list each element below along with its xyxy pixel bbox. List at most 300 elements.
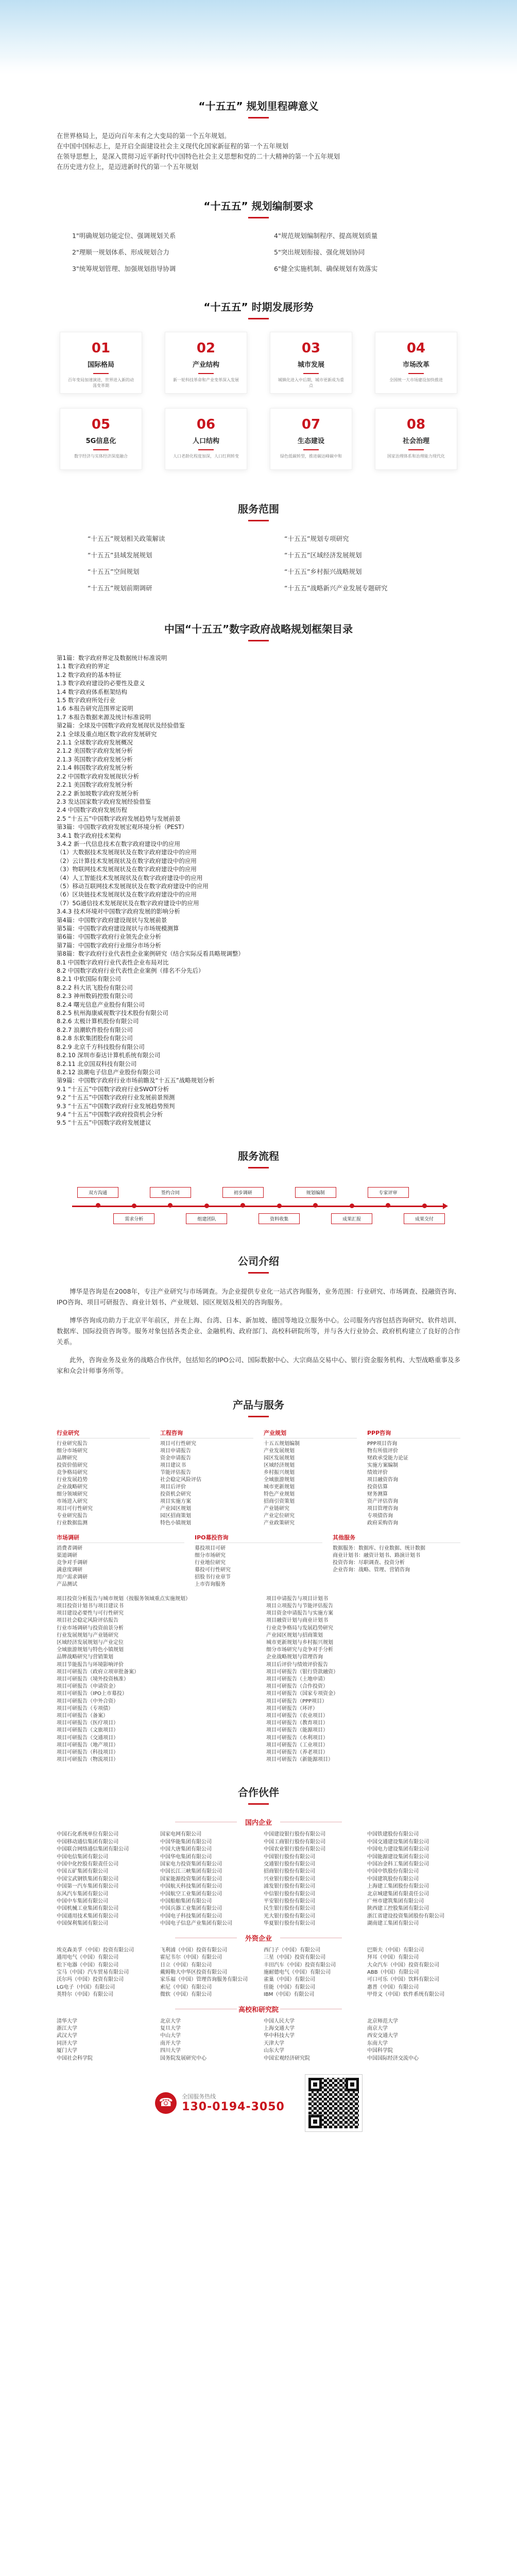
services-title: 服务范围 [238,503,279,515]
product-sub-item[interactable]: 商业计划书：融资计划书、路演计划书 [333,1552,420,1558]
product-list-item[interactable]: 行业市场调研与投资前景分析 [57,1625,124,1631]
partner-item: 中国宏观经济研究院 [264,2055,310,2061]
toc-line: 9.2 “十五五”中国数字政府行业发展前景预测 [57,1094,175,1101]
toc-line: 3.4.3 技术环境对中国数字政府发展的影响分析 [57,908,180,916]
company-paragraph: 博华是咨询是在2008年，专注产业研究与市场调查。为企业提供专业化一站式咨询服务，业务范围：行业研究、市场调查、投融资咨询、IPO咨询、项目可研报告、商业计划书、产业规划、园区规划及相关的咨询服务。 [57,1287,460,1306]
product-item[interactable]: 园区招商策划 [160,1513,191,1519]
significance-line: 在历史进方位上，是迈进新时代的第一个五年规划 [57,163,199,171]
product-item[interactable]: 行业研究报告 [57,1440,88,1447]
product-list-item[interactable]: 项目可研报告（地产项目） [57,1742,118,1748]
product-sub-column [57,1534,184,1588]
product-list-item[interactable]: 项目建设必要性与可行性研究 [57,1611,124,1617]
top-banner [0,0,517,77]
partner-item: 浦发银行股份有限公司 [264,1884,315,1890]
partner-group-head: 高校和研究院 [57,2004,460,2014]
card-number: 08 [406,417,426,432]
toc-line: （4）人工智能技术发展现状及在数字政府建设中的应用 [57,874,203,882]
partner-item: 华夏银行股份有限公司 [264,1921,315,1927]
flow-dot [386,1203,390,1208]
products-title: 产品与服务 [233,1398,284,1411]
product-list-item[interactable]: 项目融资计划与商业计划书 [266,1618,328,1624]
toc-line: 9.4 “十五五”中国数字政府投资机会分析 [57,1110,163,1118]
product-list-item[interactable]: 项目可研报告（专项债） [57,1705,113,1711]
toc-line: 8.2.10 深圳市泰达计算机系统有限公司 [57,1052,161,1059]
product-item[interactable]: 企业战略研究 [57,1484,88,1490]
partner-item: 中国工商银行股份有限公司 [264,1839,325,1845]
toc-section [0,621,517,1127]
toc-line: 9.5 “十五五”中国数字政府发展建议 [57,1119,151,1127]
product-item[interactable]: 专业研究报告 [57,1513,88,1519]
product-item[interactable]: 项目融资咨询 [367,1477,398,1483]
product-list-item[interactable]: 区域经济发展规划与产业定位 [57,1639,124,1646]
partner-item: 中国电信集团有限公司 [57,1854,108,1860]
card-desc: 新一轮科技革命和产业变革深入发展 [173,378,239,382]
toc-line: 8.2.9 北京千方科技股份有限公司 [57,1043,145,1050]
product-item[interactable]: 节能评估报告 [160,1469,191,1476]
partner-item: 光大银行股份有限公司 [264,1913,315,1919]
product-list-item[interactable]: 行业发展规划与产业链研究 [57,1632,118,1638]
product-list-item[interactable]: 项目可研报告（文旅项目） [57,1727,118,1734]
product-list-item[interactable]: 项目可研报告（申请资金） [57,1684,118,1690]
product-column-head: 行业研究 [57,1430,150,1438]
toc-line: 8.2.12 浪潮电子信息产业股份有限公司 [57,1068,161,1076]
partner-item: 宝马（中国）汽车贸易有限公司 [57,1969,129,1975]
title-underline [248,1416,269,1417]
requirements-title: “十五五” 规划编制要求 [203,200,314,212]
toc-line: 2.1.3 英国数字政府发展分析 [57,755,133,763]
product-column [264,1430,357,1527]
services-section [0,501,517,592]
partner-item: 华中科技大学 [264,2033,295,2039]
partner-item: 中国人民大学 [264,2018,295,2024]
product-list-item[interactable]: 项目可研报告（境外投资核准） [57,1676,129,1682]
toc-line: 8.2.5 杭州海康威视数字技术股份有限公司 [57,1009,168,1017]
service-item: “十五五”规划前期调研 [88,584,152,592]
product-list-item[interactable]: 项目可研报告（备案） [57,1713,108,1719]
product-sub-item[interactable]: 上市咨询服务 [195,1581,226,1587]
toc-line: （3）物联网技术发展现状及在数字政府建设中的应用 [57,866,197,873]
partner-item: 北京城建集团有限责任公司 [367,1891,429,1897]
card-desc: 绿色低碳转型，推进碳达峰碳中和 [280,454,342,459]
partner-item: 中国科学院 [367,2048,393,2054]
product-list-item[interactable]: 项目可研报告（IPO上市募投） [57,1691,127,1697]
product-list-item[interactable]: 项目可研报告（政府立项审批备案） [57,1669,139,1675]
product-list-item[interactable]: 项目资金申请报告与实施方案 [266,1611,333,1617]
partner-item: 中国中铁股份有限公司 [367,1869,419,1875]
product-list-item[interactable]: 项目可研报告（医疗项目） [57,1720,118,1726]
product-item[interactable]: 品牌研究 [57,1455,77,1461]
toc-title: 中国“十五五”数字政府战略规划框架目录 [164,623,353,635]
flow-step-label: 组建团队 [186,1213,227,1224]
card-desc: 数字经济与实体经济深度融合 [74,454,128,459]
card-number: 05 [91,417,111,432]
partner-item: 交通银行股份有限公司 [264,1861,315,1868]
product-item[interactable]: 产业园区规划 [160,1505,191,1512]
card-bar [93,449,109,450]
flow-dot [350,1204,354,1208]
flow-dot [96,1203,100,1208]
product-item[interactable]: 政府采购咨询 [367,1520,398,1526]
partner-item: 南京大学 [367,2025,388,2031]
product-item[interactable]: 乡村振兴规划 [264,1469,295,1476]
partner-item: 沃尔玛（中国）投资有限公司 [57,1977,124,1983]
toc-line: 8.2.1 中软国际有限公司 [57,975,121,983]
toc-line: 2.1 全球及重点地区数字政府发展研究 [57,730,157,738]
trend-card [165,408,247,470]
partner-item: 中国航天科技集团有限公司 [160,1884,222,1890]
title-underline [248,1803,269,1805]
product-item[interactable]: 项目建议书 [160,1462,186,1468]
significance-line: 在中国中国标志上，是开启全面建设社会主义现代化国家新征程的第一个五年规划 [57,142,289,150]
partner-item: 浙江大学 [57,2025,77,2031]
product-list-item[interactable]: 品牌战略研究与营销策划 [57,1654,113,1660]
product-item[interactable]: 全域旅游规划 [264,1477,295,1483]
product-item[interactable]: 物有所值评价 [367,1448,398,1454]
partner-item: 同济大学 [57,2040,77,2046]
flow-dot [277,1204,282,1208]
product-item[interactable]: 特色小镇规划 [160,1520,191,1526]
product-item[interactable]: 投资机会研究 [160,1491,191,1497]
product-sub-item[interactable]: 细分市场研究 [195,1552,226,1558]
product-sub-item[interactable]: 消费者调研 [57,1545,82,1551]
product-sub-item[interactable]: 募投项目可研 [195,1545,226,1551]
partner-item: 施耐德电气（中国）有限公司 [264,1969,331,1975]
partner-item: 中国银行股份有限公司 [264,1854,315,1860]
product-item[interactable]: 资产评估咨询 [367,1498,398,1504]
flow-step-label: 初步调研 [222,1187,264,1198]
product-sub-item[interactable]: 数据服务：数据库、行业数据、统计数据 [333,1545,425,1551]
product-sub-head: 市场调研 [57,1534,184,1543]
product-item[interactable]: 投资估算 [367,1484,388,1490]
product-item[interactable]: 项目可行性研究 [160,1440,196,1447]
service-item: “十五五”空间规划 [88,568,140,575]
qr-corner [346,2078,359,2091]
partner-item: 埃克森美孚（中国）投资有限公司 [57,1947,134,1953]
partner-item: 雀巢（中国）有限公司 [264,1977,315,1983]
product-item[interactable]: 产业发展规划 [264,1448,295,1454]
flow-step-label: 规划编制 [295,1187,336,1198]
service-item: “十五五”县域发展规划 [88,551,152,559]
product-sub-item[interactable]: 行业地位研究 [195,1560,226,1566]
title-underline [248,117,269,118]
partner-item: 可口可乐（中国）饮料有限公司 [367,1977,439,1983]
product-item[interactable]: 十五五规划编制 [264,1440,300,1447]
product-list-item[interactable]: 项目社会稳定风险评估报告 [57,1618,118,1624]
product-list-item[interactable]: 项目可研报告（银行贷款融资） [266,1669,338,1675]
product-item[interactable]: 产业定位研究 [264,1513,295,1519]
flow-step-label: 需求分析 [113,1213,154,1224]
product-sub-item[interactable]: 竞争对手调研 [57,1560,88,1566]
hotline-number[interactable]: 130-0194-3050 [182,2100,285,2114]
card-desc: 百年变局加速演进，世界进入新的动荡变革期 [68,378,134,388]
partner-item: 飞利浦（中国）投资有限公司 [160,1947,227,1953]
product-sub-item[interactable]: 募投可行性研究 [195,1567,231,1573]
title-underline [248,217,269,218]
product-item[interactable]: 绩效评价 [367,1469,388,1476]
partner-item: 国家电力投资集团有限公司 [160,1861,222,1868]
product-list-item[interactable]: 项目可研报告（科技项目） [57,1750,118,1756]
partner-item: 中国社会科学院 [57,2055,93,2061]
partner-item: 中国交通建设集团有限公司 [367,1839,429,1845]
partner-item: 北京大学 [160,2018,181,2024]
partner-item: 中国农业银行股份有限公司 [264,1846,325,1853]
card-label: 5G信息化 [85,437,116,445]
toc-line: 1.7 本报告数据来源及统计标准说明 [57,713,151,721]
partner-item: 戴姆勒大中华区投资有限公司 [160,1969,227,1975]
flow-step [222,1187,264,1208]
product-list-item[interactable]: 项目可研报告（PPP项目） [266,1698,328,1704]
partner-item: 中国冶金科工集团有限公司 [367,1861,429,1868]
product-item[interactable]: 财政承受能力论证 [367,1455,408,1461]
partner-item: 中国华电集团有限公司 [160,1854,212,1860]
partner-item: 武汉大学 [57,2033,77,2039]
product-sub-item[interactable]: 渠道调研 [57,1552,77,1558]
product-column [367,1430,460,1527]
partner-item: 天津大学 [264,2040,284,2046]
flow-dot [313,1203,318,1208]
card-number: 07 [301,417,321,432]
product-item[interactable]: 细分领域研究 [57,1491,88,1497]
title-underline [248,1272,269,1274]
company-section [0,1253,517,1376]
flow-step-label: 成果交付 [404,1213,445,1224]
partner-item: 英特尔（中国）有限公司 [57,1992,113,1998]
product-item[interactable]: 投资价值研究 [57,1462,88,1468]
flow-diagram [72,1181,445,1232]
product-column-head: 产业规划 [264,1430,357,1438]
hotline-label: 全国服务热线 [182,2093,216,2100]
card-bar [303,373,319,374]
partner-item: 索尼（中国）有限公司 [160,1984,212,1990]
product-item[interactable]: 区域经济规划 [264,1462,295,1468]
partner-item: IBM（中国）有限公司 [264,1992,315,1998]
partner-item: 东南大学 [367,2040,388,2046]
toc-line: 2.1.2 美国数字政府发展分析 [57,747,133,755]
card-number: 02 [196,341,216,356]
toc-line: 第4篇：中国数字政府建设现状与发展前景 [57,916,167,924]
products-sub-grid [57,1534,460,1588]
service-item: “十五五”规划专项研究 [284,535,349,543]
product-list-item[interactable]: 项目可研报告（水利项目） [266,1735,328,1741]
product-list-item[interactable]: 项目投资计划书与项目建议书 [57,1603,124,1609]
product-item[interactable]: 项目管理咨询 [367,1505,398,1512]
card-desc: 国家治理体系和治理能力现代化 [387,454,445,459]
partner-item: LG电子（中国）有限公司 [57,1984,115,1990]
product-item[interactable]: 项目申请报告 [160,1448,191,1454]
toc-list [57,654,460,1127]
trend-card [60,332,142,394]
product-list-item[interactable]: 项目投资分析报告与城市规划（按服务领域重点实施规划） [57,1596,191,1602]
toc-line: 第1篇：数字政府界定及数据统计标准说明 [57,654,167,662]
partner-item: 拜耳（中国）有限公司 [367,1955,419,1961]
product-item[interactable]: 产业政策研究 [264,1520,295,1526]
product-list-item[interactable]: 项目可研报告（新能源项目） [266,1757,333,1763]
product-list-item[interactable]: 项目可研报告（土地申请） [266,1676,328,1682]
product-item[interactable]: 细分市场研究 [57,1448,88,1454]
toc-line: （1）大数据技术发展现状及在数字政府建设中的应用 [57,849,197,856]
phone-block [155,2092,285,2114]
partner-item: 中国船舶集团有限公司 [160,1899,212,1905]
trend-card [375,332,457,394]
product-sub-item[interactable]: 招股书行业章节 [195,1574,231,1580]
partner-group-head: 外资企业 [57,1933,460,1943]
product-item[interactable]: 资金申请报告 [160,1455,191,1461]
product-sub-item[interactable]: 用户需求调研 [57,1574,88,1580]
product-list-item[interactable]: 项目可研报告（环评） [266,1705,318,1711]
title-underline [248,520,269,521]
card-desc: 全国统一大市场建设加快推进 [389,378,443,382]
card-number: 01 [91,341,111,356]
toc-line: 2.5 “十五五”中国数字政府发展趋势与发展前景 [57,815,181,822]
product-item[interactable]: 专项债咨询 [367,1513,393,1519]
partner-item: 甲骨文（中国）软件系统有限公司 [367,1992,444,1998]
toc-line: 第3篇：中国数字政府发展宏观环境分析（PEST） [57,823,188,831]
qr-code [305,2075,362,2131]
significance-line: 在世界格局上，是迈向百年未有之大变局的第一个五年规划。 [57,132,231,140]
partner-item: 中国建设银行股份有限公司 [264,1832,325,1838]
product-list-item[interactable]: 项目可研报告（交通项目） [57,1735,118,1741]
product-list-item[interactable]: 细分市场研究与竞争对手分析 [266,1647,333,1653]
partner-item: 中国中车集团有限公司 [57,1899,108,1905]
toc-line: 2.2.1 美国数字政府发展分析 [57,781,133,789]
partner-item: 中国宝武钢铁集团有限公司 [57,1876,118,1882]
toc-line: 2.1.4 韩国数字政府发展分析 [57,764,133,772]
toc-line: 8.2.7 浪潮软件股份有限公司 [57,1026,133,1033]
card-number: 03 [301,341,321,356]
toc-line: 1.3 数字政府建设的必要性及意义 [57,680,145,687]
card-desc: 人口老龄化程度加深，人口红利转变 [173,454,239,459]
product-list-item[interactable]: 全域旅游规划与特色小镇规划 [57,1647,124,1653]
product-list-item[interactable]: 项目节能报告与环境影响评价 [57,1662,124,1668]
card-number: 06 [196,417,216,432]
partner-item: 招商银行股份有限公司 [264,1869,315,1875]
qr-corner [308,2115,322,2128]
product-list-item[interactable]: 项目可研报告（工业项目） [266,1742,328,1748]
toc-line: 1.5 数字政府所处行业 [57,697,115,704]
card-label: 市场改革 [402,361,429,369]
product-list-item[interactable]: 项目可研报告（物流项目） [57,1757,118,1763]
partner-item: 平安银行股份有限公司 [264,1899,315,1905]
product-list-item[interactable]: 行业竞争格局与发展趋势研究 [266,1625,333,1631]
card-bar [303,449,319,450]
title-underline [248,640,269,641]
partner-item: 大众汽车（中国）投资有限公司 [367,1962,439,1968]
product-sub-head: 其他服务 [333,1534,460,1543]
product-list-item[interactable]: 项目后评价与绩效评价报告 [266,1662,328,1668]
card-label: 社会治理 [402,437,429,445]
product-item[interactable]: 项目可行性研究 [57,1505,93,1512]
product-item[interactable]: 市场进入研究 [57,1498,88,1504]
flow-title: 服务流程 [238,1149,279,1162]
card-bar [198,373,214,374]
product-sub-head: IPO募投咨询 [195,1534,322,1543]
product-item[interactable]: 行业发展趋势 [57,1477,88,1483]
partner-item: 湖南建工集团有限公司 [367,1921,419,1927]
product-sub-item[interactable]: 满意度调研 [57,1567,82,1573]
partner-item: 复旦大学 [160,2025,181,2031]
product-item[interactable]: 产业链研究 [264,1505,289,1512]
product-item[interactable]: 竞争格局研究 [57,1469,88,1476]
product-item[interactable]: PPP项目咨询 [367,1440,398,1447]
partner-grid [57,2018,460,2062]
toc-line: 1.2 数字政府的基本特征 [57,671,122,679]
product-list-item[interactable]: 项目可研报告（国家专项资金） [266,1691,338,1697]
product-list-item[interactable]: 项目可研报告（合作投资） [266,1684,328,1690]
flow-step [186,1204,227,1224]
product-item[interactable]: 行业数据监测 [57,1520,88,1526]
significance-text [57,131,460,172]
partner-item: 家乐福（中国）管理咨询服务有限公司 [160,1977,248,1983]
flow-step [77,1187,118,1208]
service-item: “十五五”规划相关政策解读 [88,535,165,543]
products-grid [57,1430,460,1527]
partner-item: 中国联合网络通信集团有限公司 [57,1846,129,1853]
partner-item: 西门子（中国）有限公司 [264,1947,320,1953]
product-list-item[interactable]: 项目立项报告与节能评估报告 [266,1603,333,1609]
partner-item: 广州市建筑集团有限公司 [367,1899,424,1905]
product-item[interactable]: 项目实施方案 [160,1498,191,1504]
product-list-item[interactable]: 项目可研报告（中外合资） [57,1698,118,1704]
product-item[interactable]: 城市更新规划 [264,1484,295,1490]
toc-line: 3.4.2 新一代信息技术在数字政府建设中的应用 [57,840,180,848]
partner-item: 南开大学 [160,2040,181,2046]
product-list-item[interactable]: 项目可研报告（农业项目） [266,1713,328,1719]
significance-title: “十五五” 规划里程碑意义 [198,100,319,112]
partner-item: 中国建筑股份有限公司 [367,1876,419,1882]
product-list-item[interactable]: 项目可研报告（能源项目） [266,1727,328,1734]
phone-icon: ☎ [155,2092,177,2114]
product-item[interactable]: 特色产业规划 [264,1491,295,1497]
product-list-item[interactable]: 企业战略规划与管理咨询 [266,1654,323,1660]
toc-line: 第8篇：数字政府行业代表性企业案例研究（结合实际反看具略规调整） [57,950,244,958]
product-list-item[interactable]: 项目可研报告（养老项目） [266,1750,328,1756]
partner-item: 浙江省建设投资集团股份有限公司 [367,1913,444,1919]
product-sub-item[interactable]: 产品测试 [57,1581,77,1587]
qr-corner [308,2078,322,2091]
product-item[interactable]: 园区发展规划 [264,1455,295,1461]
product-list-item[interactable]: 项目可研报告（教育项目） [266,1720,328,1726]
product-sub-column [333,1534,460,1588]
product-item[interactable]: 实施方案编制 [367,1462,398,1468]
title-underline [248,1167,269,1168]
partner-item: 微软（中国）有限公司 [160,1992,212,1998]
partner-item: 佳能（中国）有限公司 [264,1984,315,1990]
partner-item: 西安交通大学 [367,2033,398,2039]
product-list-item[interactable]: 项目申请报告与项目计划书 [266,1596,328,1602]
toc-line: 1.6 本报告研究范围界定说明 [57,705,133,713]
product-sub-item[interactable]: 企业咨询：战略、管理、营销咨询 [333,1567,410,1573]
trend-card [270,408,352,470]
partner-item: 中国电子科技集团有限公司 [160,1913,222,1919]
product-sub-item[interactable]: 投资咨询：尽职调查、投资分析 [333,1560,405,1566]
trend-card [60,408,142,470]
partner-item: 中国航空工业集团有限公司 [160,1891,222,1897]
partner-item: 北京师范大学 [367,2018,398,2024]
product-item[interactable]: 社会稳定风险评估 [160,1477,201,1483]
company-paragraph: 博华咨询成功助力于北京平年前区，并在上海、台湾、日本、新加坡、德国等地设立服务中心。公司服务内容包括咨询研究、软件培训、数据库、国际投资咨询等。服务对象包括各类企业、金融机构、政府部门、高校科研院所等，并与各大行业协会、政府机构建立了良好的合作关系。 [57,1316,460,1346]
partner-item: 丰田汽车（中国）投资有限公司 [264,1962,336,1968]
partners-title: 合作伙伴 [238,1786,279,1799]
significance-line: 在领导思想上，是深入贯彻习近平新时代中国特色社会主义思想和党的二十大精神的第一个五年规划 [57,152,340,160]
product-item[interactable]: 财务测算 [367,1491,388,1497]
product-item[interactable]: 项目后评价 [160,1484,186,1490]
partner-item: 中国石化系统单位有限公司 [57,1832,118,1838]
product-list-item[interactable]: 产业园区规划与招商策划 [266,1632,323,1638]
flow-dot [168,1203,173,1208]
product-list-item[interactable]: 城市更新规划与乡村振兴规划 [266,1639,333,1646]
product-item[interactable]: 招商引资策划 [264,1498,295,1504]
partner-item: 陕西建工控股集团有限公司 [367,1906,429,1912]
